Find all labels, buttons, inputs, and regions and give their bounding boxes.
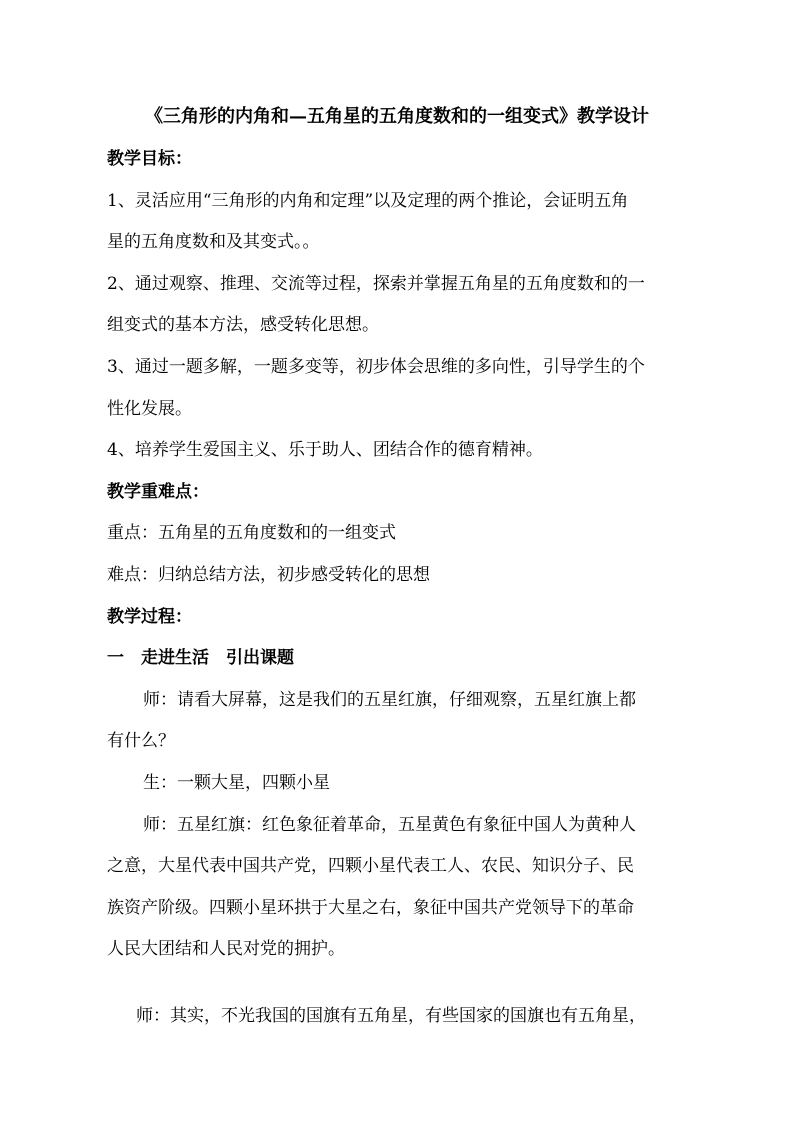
goals-heading: 教学目标： xyxy=(107,149,192,169)
goal-line: 性化发展。 xyxy=(107,399,192,419)
goal-line: 2、通过观察、推理、交流等过程，探索并掌握五角星的五角度数和的一 xyxy=(107,274,645,294)
key-heading: 教学重难点： xyxy=(107,482,209,502)
dialogue-line: 人民大团结和人民对党的拥护。 xyxy=(107,939,345,959)
goal-line: 3、通过一题多解，一题多变等，初步体会思维的多向性，引导学生的个 xyxy=(107,357,645,377)
dialogue-line: 师：请看大屏幕，这是我们的五星红旗，仔细观察，五星红旗上都 xyxy=(143,690,636,710)
dialogue-line: 族资产阶级。四颗小星环拱于大星之右，象征中国共产党领导下的革命 xyxy=(107,898,634,918)
dialogue-line: 师：五星红旗：红色象征着革命，五星黄色有象征中国人为黄种人 xyxy=(143,815,636,835)
document-title: 《三角形的内角和—五角星的五角度数和的一组变式》教学设计 xyxy=(145,106,649,127)
dialogue-line: 师：其实，不光我国的国旗有五角星，有些国家的国旗也有五角星， xyxy=(136,1006,646,1026)
goal-line: 星的五角度数和及其变式。。 xyxy=(107,232,320,252)
difficult-point: 难点：归纳总结方法，初步感受转化的思想 xyxy=(107,565,430,585)
goal-line: 1、灵活应用“三角形的内角和定理”以及定理的两个推论，会证明五角 xyxy=(107,191,629,211)
key-point: 重点：五角星的五角度数和的一组变式 xyxy=(107,523,396,543)
dialogue-line: 有什么？ xyxy=(107,731,175,751)
section-heading: 一 走进生活 引出课题 xyxy=(107,648,294,668)
process-heading: 教学过程： xyxy=(107,607,192,627)
dialogue-line: 生：一颗大星，四颗小星 xyxy=(143,773,330,793)
goal-line: 4、培养学生爱国主义、乐于助人、团结合作的德育精神。 xyxy=(107,440,543,460)
dialogue-line: 之意，大星代表中国共产党，四颗小星代表工人、农民、知识分子、民 xyxy=(107,856,634,876)
goal-line: 组变式的基本方法，感受转化思想。 xyxy=(107,315,379,335)
